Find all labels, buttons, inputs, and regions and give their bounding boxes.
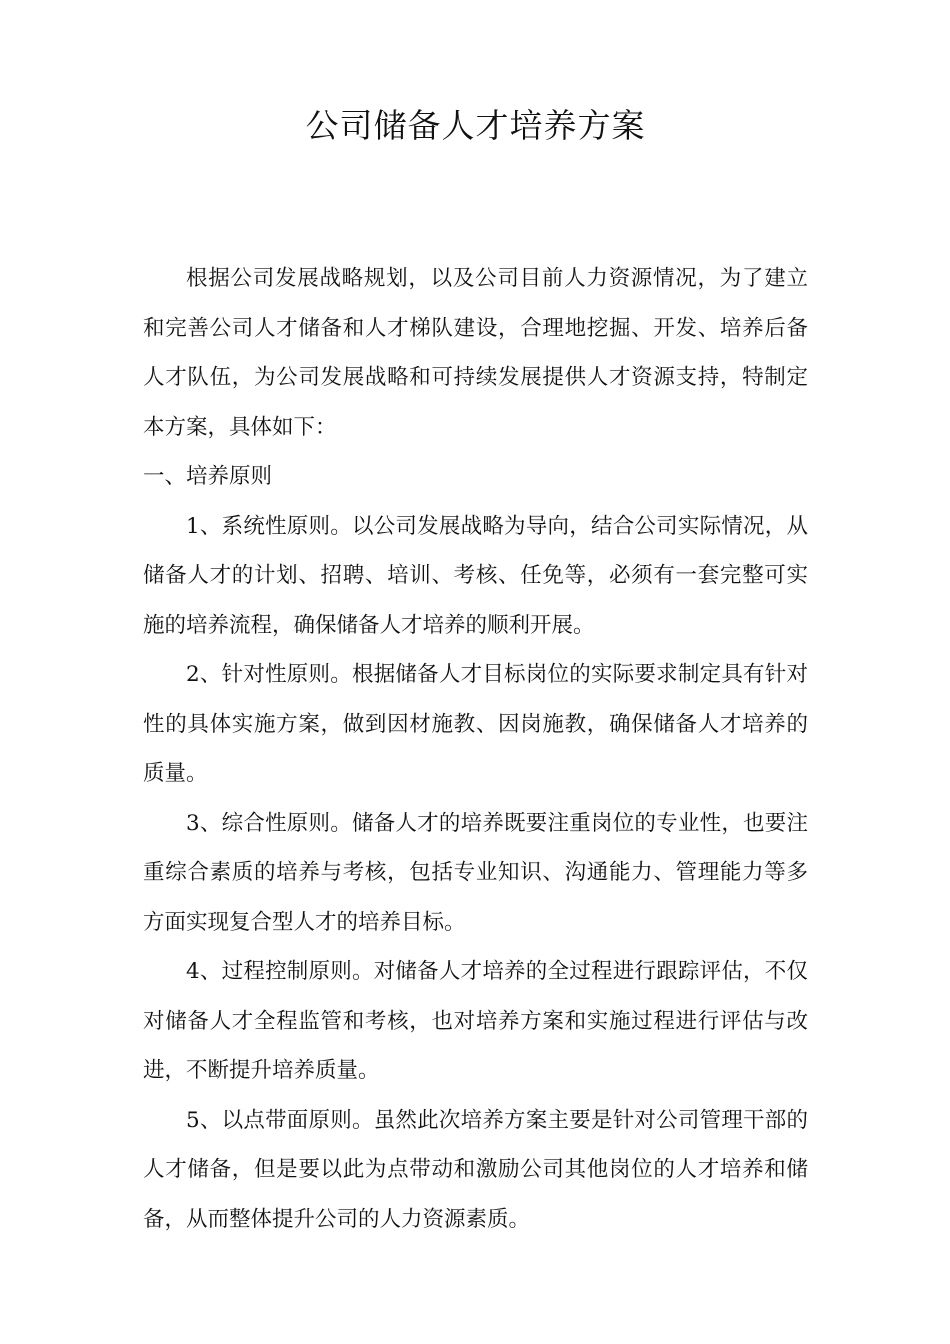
principle-item-2: 2、针对性原则。根据储备人才目标岗位的实际要求制定具有针对性的具体实施方案，做到因材施教、因岗施教，确保储备人才培养的质量。 bbox=[143, 662, 808, 786]
section-heading-principles: 一、培养原则 bbox=[143, 464, 273, 489]
intro-paragraph: 根据公司发展战略规划，以及公司目前人力资源情况，为了建立和完善公司人才储备和人才梯队建设，合理地挖掘、开发、培养后备人才队伍，为公司发展战略和可持续发展提供人才资源支持，特制定本方案，具体如下： bbox=[143, 266, 808, 440]
principle-item-4: 4、过程控制原则。对储备人才培养的全过程进行跟踪评估，不仅对储备人才全程监管和考核，也对培养方案和实施过程进行评估与改进，不断提升培养质量。 bbox=[143, 959, 808, 1083]
principle-item-5: 5、以点带面原则。虽然此次培养方案主要是针对公司管理干部的人才储备，但是要以此为点带动和激励公司其他岗位的人才培养和储备，从而整体提升公司的人力资源素质。 bbox=[143, 1107, 808, 1232]
principle-item-1: 1、系统性原则。以公司发展战略为导向，结合公司实际情况，从储备人才的计划、招聘、培训、考核、任免等，必须有一套完整可实施的培养流程，确保储备人才培养的顺利开展。 bbox=[143, 513, 808, 638]
principle-item-3: 3、综合性原则。储备人才的培养既要注重岗位的专业性，也要注重综合素质的培养与考核，包括专业知识、沟通能力、管理能力等多方面实现复合型人才的培养目标。 bbox=[143, 810, 808, 935]
document-title: 公司储备人才培养方案 bbox=[305, 106, 646, 145]
document-body bbox=[143, 254, 808, 1244]
